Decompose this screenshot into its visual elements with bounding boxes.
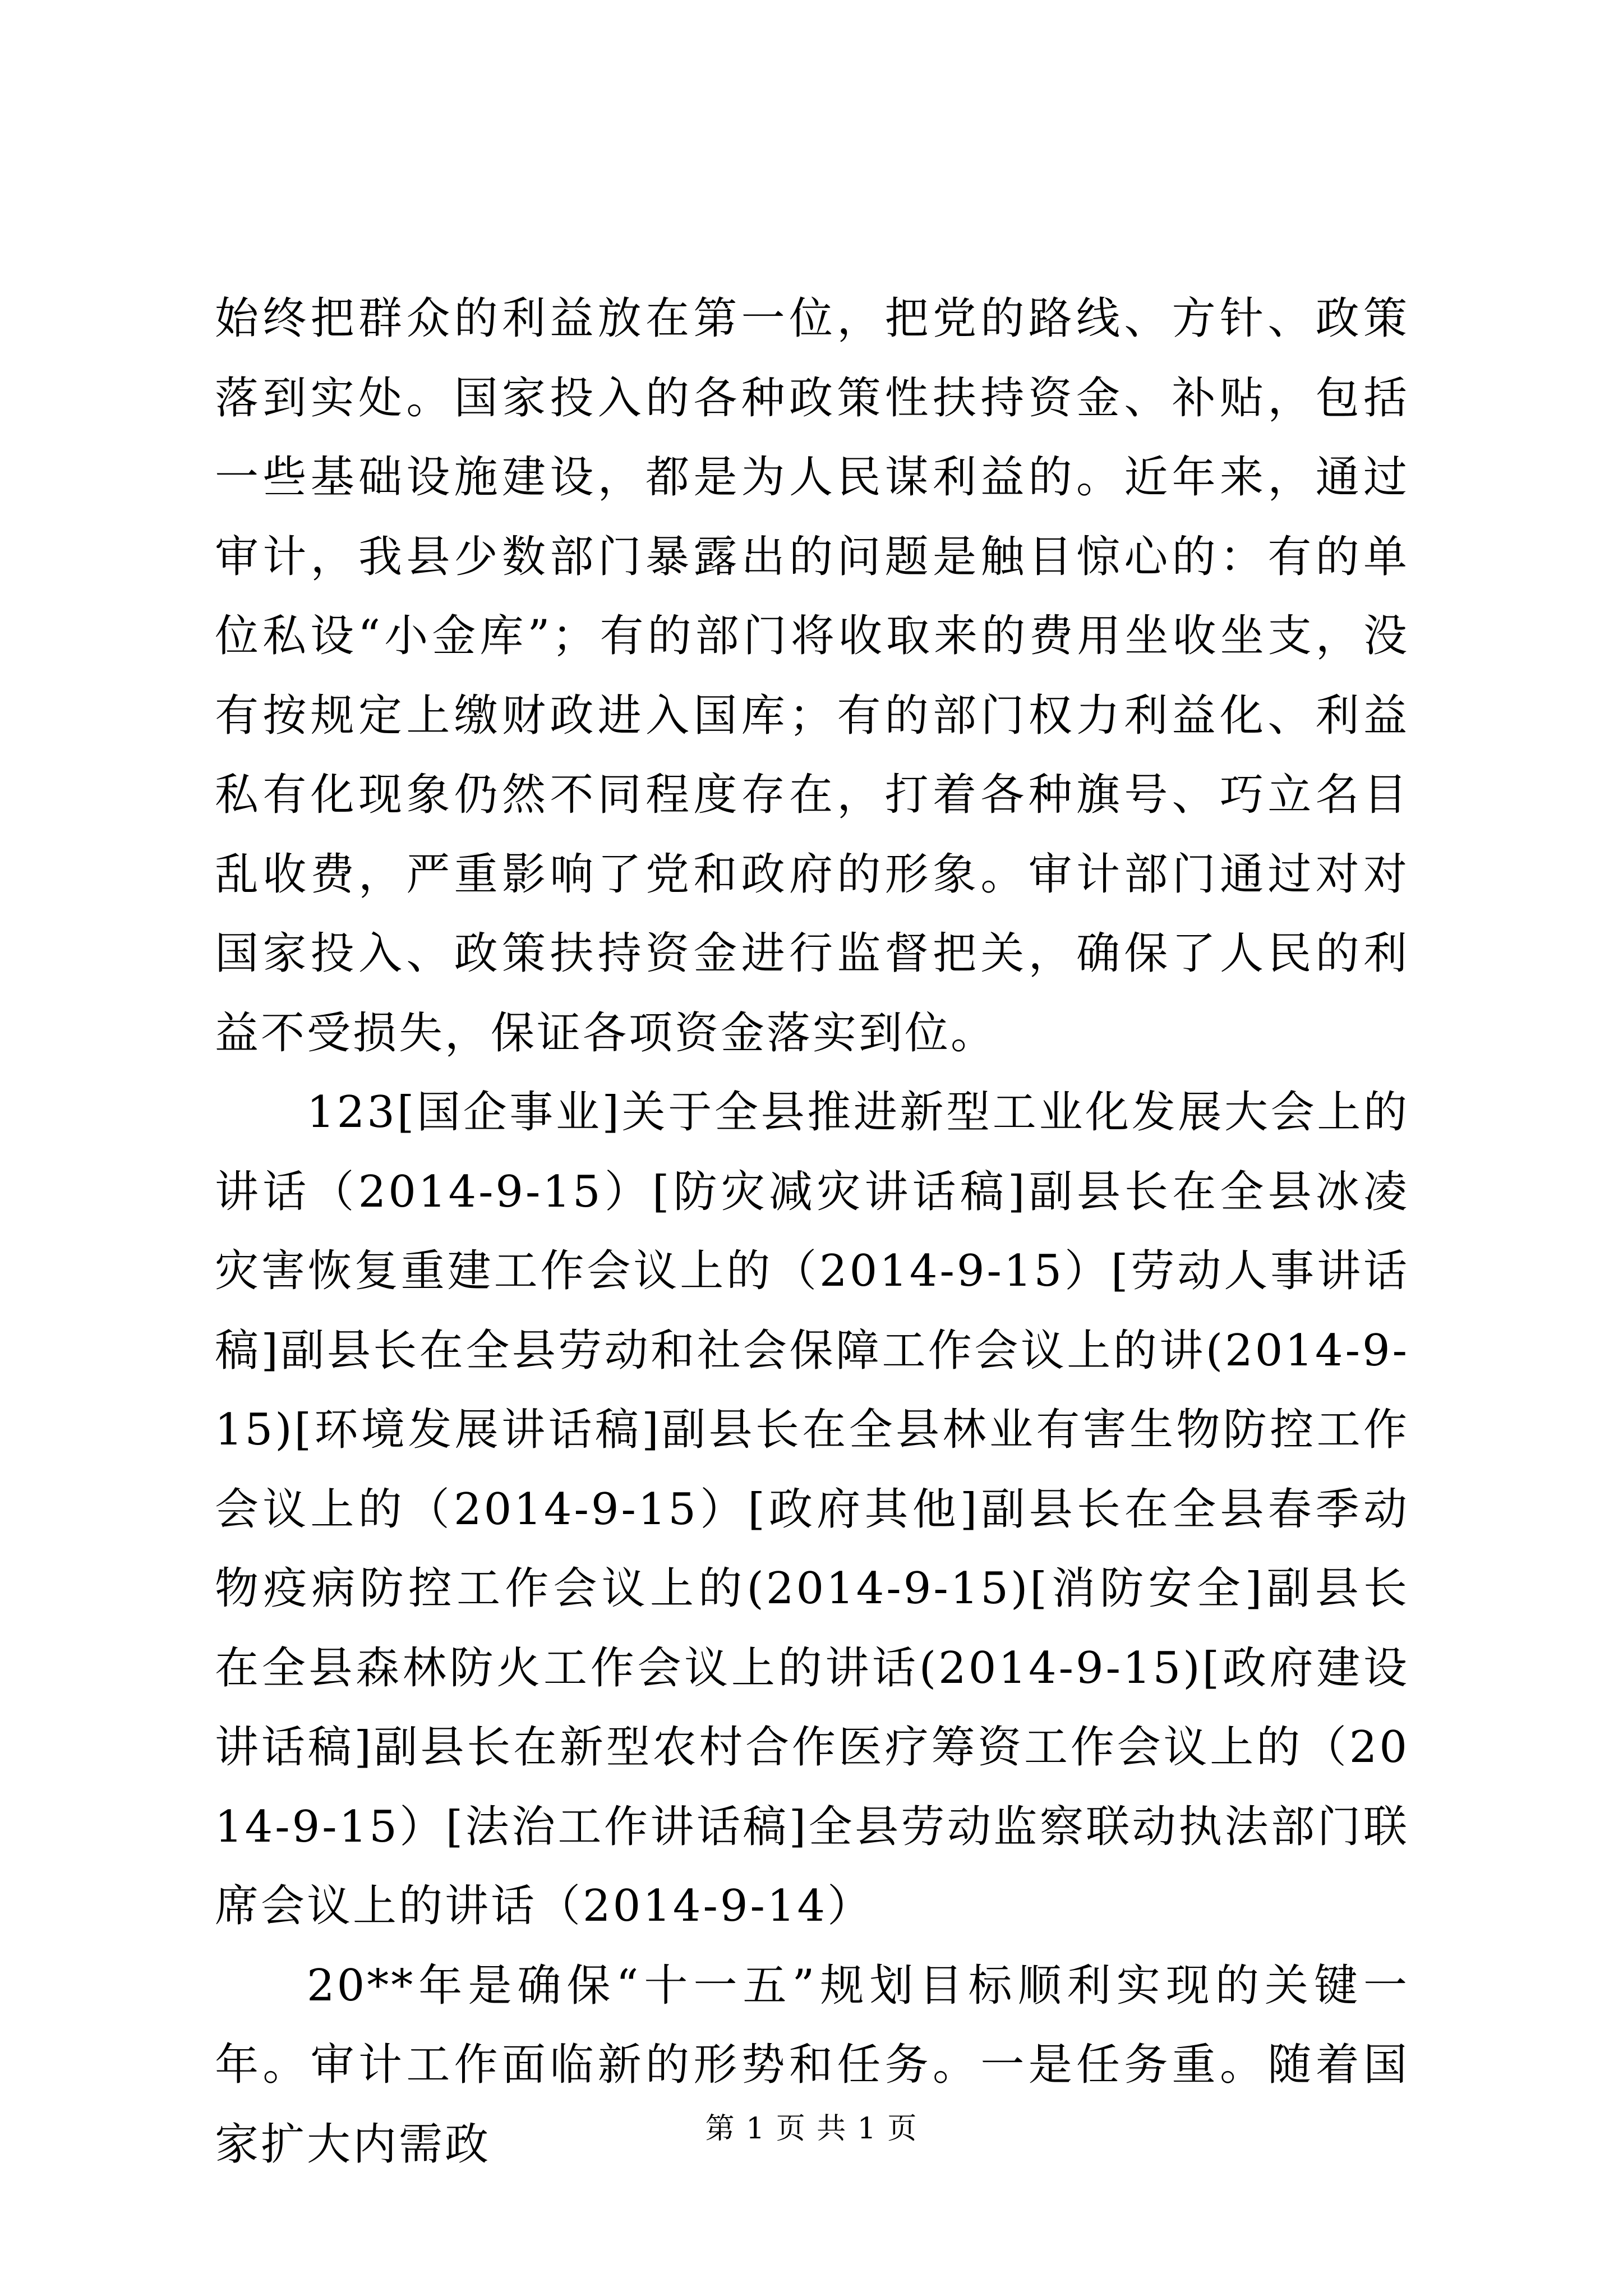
- page-footer: 第 1 页 共 1 页: [705, 2112, 918, 2146]
- paragraph-audit-work: 20**年是确保“十一五”规划目标顺利实现的关键一年。审计工作面临新的形势和任务。一是任务重。随着国家扩大内需政: [215, 1960, 1409, 2170]
- paragraph-continuation: 始终把群众的利益放在第一位，把党的路线、方针、政策落到实处。国家投入的各种政策性扶持资金、补贴，包括一些基础设施建设，都是为人民谋利益的。近年来，通过审计，我县少数部门暴露出的问题是触目惊心的：有的单位私设“小金库”；有的部门将收取来的费用坐收坐支，没有按规定上缴财政进入国库；有的部门权力利益化、利益私有化现象仍然不同程度存在，打着各种旗号、巧立名目乱收费，严重影响了党和政府的形象。审计部门通过对对国家投入、政策扶持资金进行监督把关，确保了人民的利益不受损失，保证各项资金落实到位。: [215, 293, 1409, 1059]
- document-body: [215, 279, 1409, 2184]
- paragraph-related-speeches: 123[国企事业]关于全县推进新型工业化发展大会上的讲话（2014-9-15）[防灾减灾讲话稿]副县长在全县冰凌灾害恢复重建工作会议上的（2014-9-15）[劳动人事讲话稿]副县长在全县劳动和社会保障工作会议上的讲(2014-9-15)[环境发展讲话稿]副县长在全县林业有害生物防控工作会议上的（2014-9-15）[政府其他]副县长在全县春季动物疫病防控工作会议上的(2014-9-15)[消防安全]副县长在全县森林防火工作会议上的讲话(2014-9-15)[政府建设讲话稿]副县长在新型农村合作医疗筹资工作会议上的（2014-9-15）[法治工作讲话稿]全县劳动监察联动执法部门联席会议上的讲话（2014-9-14）: [215, 1087, 1409, 1931]
